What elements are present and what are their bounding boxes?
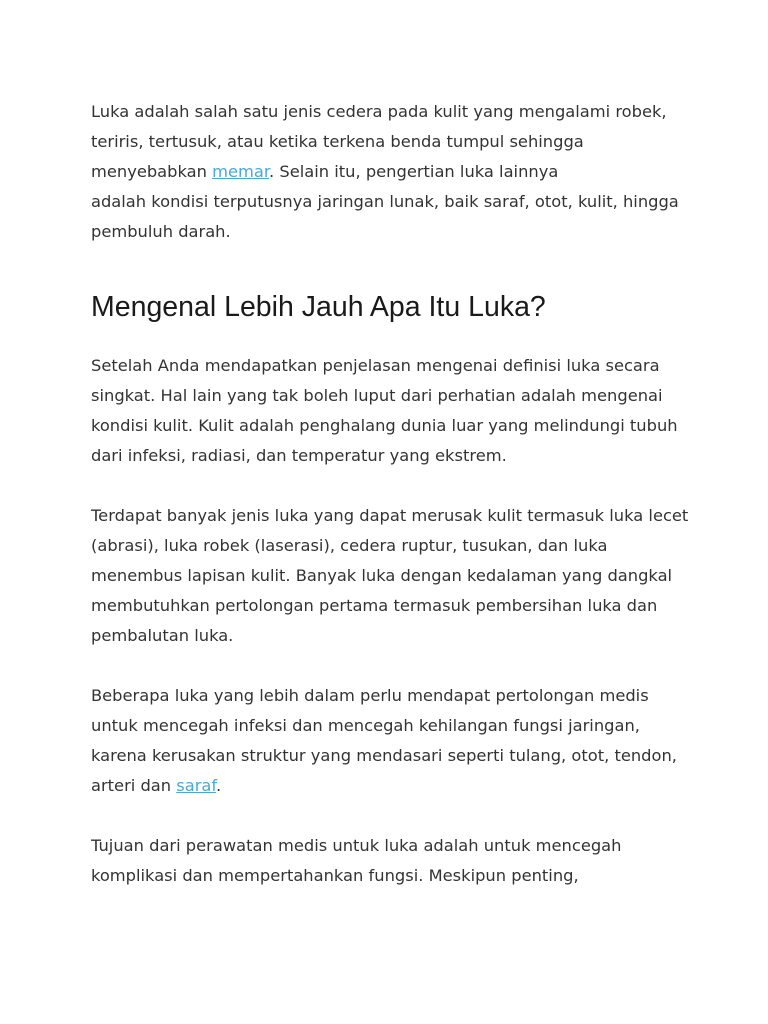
saraf-link[interactable]: saraf bbox=[176, 776, 216, 795]
intro-text-after-link: . Selain itu, pengertian luka lainnya bbox=[269, 162, 559, 181]
intro-text: Luka adalah salah satu jenis cedera pada kulit yang mengalami robek, teriris, tertusuk, atau ketika terkena benda tumpul sehingga menyebabkan bbox=[91, 102, 667, 181]
article-body bbox=[91, 97, 691, 891]
intro-text-line2: adalah kondisi terputusnya jaringan lunak, baik saraf, otot, kulit, hingga pembuluh darah. bbox=[91, 192, 679, 241]
paragraph-deep-wounds bbox=[91, 681, 691, 801]
intro-paragraph bbox=[91, 97, 691, 247]
deep-wounds-text: Beberapa luka yang lebih dalam perlu mendapat pertolongan medis untuk mencegah infeksi dan mencegah kehilangan fungsi jaringan, karena kerusakan struktur yang mendasari seperti tulang, otot, tendon, arteri dan bbox=[91, 686, 677, 795]
deep-wounds-text-end: . bbox=[215, 776, 222, 795]
paragraph-skin: Setelah Anda mendapatkan penjelasan mengenai definisi luka secara singkat. Hal lain yang tak boleh luput dari perhatian adalah mengenai kondisi kulit. Kulit adalah penghalang dunia luar yang melindungi tubuh dari infeksi, radiasi, dan temperatur yang ekstrem. bbox=[91, 356, 678, 465]
paragraph-wound-types: Terdapat banyak jenis luka yang dapat merusak kulit termasuk luka lecet (abrasi), luka robek (laserasi), cedera ruptur, tusukan, dan luka menembus lapisan kulit. Banyak luka dengan kedalaman yang dangkal membutuhkan pertolongan pertama termasuk pembersihan luka dan pembalutan luka. bbox=[91, 506, 689, 645]
paragraph-treatment: Tujuan dari perawatan medis untuk luka adalah untuk mencegah komplikasi dan mempertahankan fungsi. Meskipun penting, bbox=[91, 836, 622, 885]
section-heading: Mengenal Lebih Jauh Apa Itu Luka? bbox=[91, 291, 546, 323]
memar-link[interactable]: memar bbox=[212, 162, 270, 181]
